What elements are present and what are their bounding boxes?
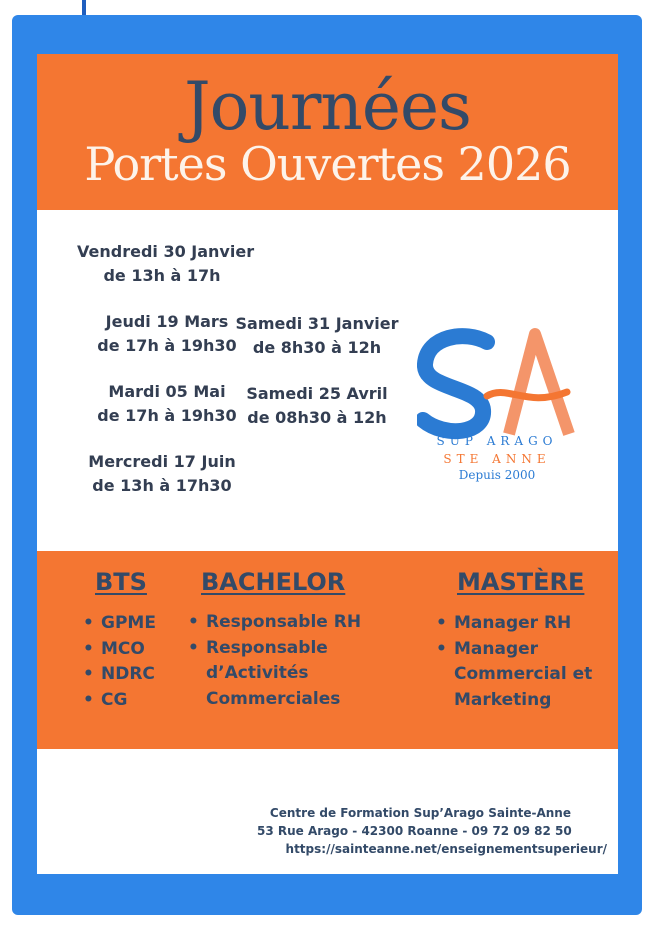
footer-website-link[interactable]: https://sainteanne.net/enseignementsuperieur/ (285, 842, 607, 856)
list-item: • Manager Commercial et Marketing (434, 637, 604, 714)
bachelor-title: BACHELOR (201, 568, 346, 596)
date-day: Samedi 31 Janvier (235, 314, 399, 333)
logo-line-sup-arago: SUP ARAGO (436, 434, 558, 448)
title-journees: Journées (184, 68, 471, 145)
date-time: de 17h à 19h30 (97, 406, 237, 425)
date-day: Mercredi 17 Juin (88, 452, 236, 471)
date-time: de 8h30 à 12h (252, 338, 382, 357)
logo-line-depuis: Depuis 2000 (458, 468, 536, 482)
programs-band (37, 551, 618, 749)
list-item: • GPME (81, 611, 211, 637)
list-item: • MCO (81, 637, 211, 663)
footer-contact (257, 804, 607, 858)
title-portes-ouvertes: Portes Ouvertes 2026 (84, 137, 571, 191)
logo-line-ste-anne: STE ANNE (443, 452, 551, 466)
bachelor-list (186, 610, 426, 712)
date-time: de 08h30 à 12h (247, 408, 387, 427)
list-item: • CG (81, 688, 211, 714)
date-item (77, 450, 247, 498)
date-day: Vendredi 30 Janvier (77, 242, 255, 261)
date-item (77, 240, 255, 288)
date-day: Jeudi 19 Mars (105, 312, 229, 331)
date-time: de 13h à 17h (103, 266, 221, 285)
mastere-title: MASTÈRE (457, 568, 585, 596)
bts-title: BTS (95, 568, 147, 596)
date-day: Samedi 25 Avril (246, 384, 388, 403)
poster (37, 54, 618, 874)
list-item: • NDRC (81, 662, 211, 688)
footer-centre-name: Centre de Formation Sup’Arago Sainte-Anne (269, 806, 571, 820)
list-item: • Responsable d’Activités Commerciales (186, 636, 426, 713)
list-item: • Responsable RH (186, 610, 426, 636)
date-item (87, 310, 247, 358)
footer-address: 53 Rue Arago - 42300 Roanne - 09 72 09 82 50 (257, 824, 572, 838)
date-time: de 17h à 19h30 (97, 336, 237, 355)
list-item: • Manager RH (434, 611, 604, 637)
header-band (37, 54, 618, 210)
date-item (235, 382, 399, 430)
date-item (87, 380, 247, 428)
date-item (235, 312, 399, 360)
date-day: Mardi 05 Mai (108, 382, 226, 401)
mastere-list (434, 611, 604, 713)
date-time: de 13h à 17h30 (92, 476, 232, 495)
